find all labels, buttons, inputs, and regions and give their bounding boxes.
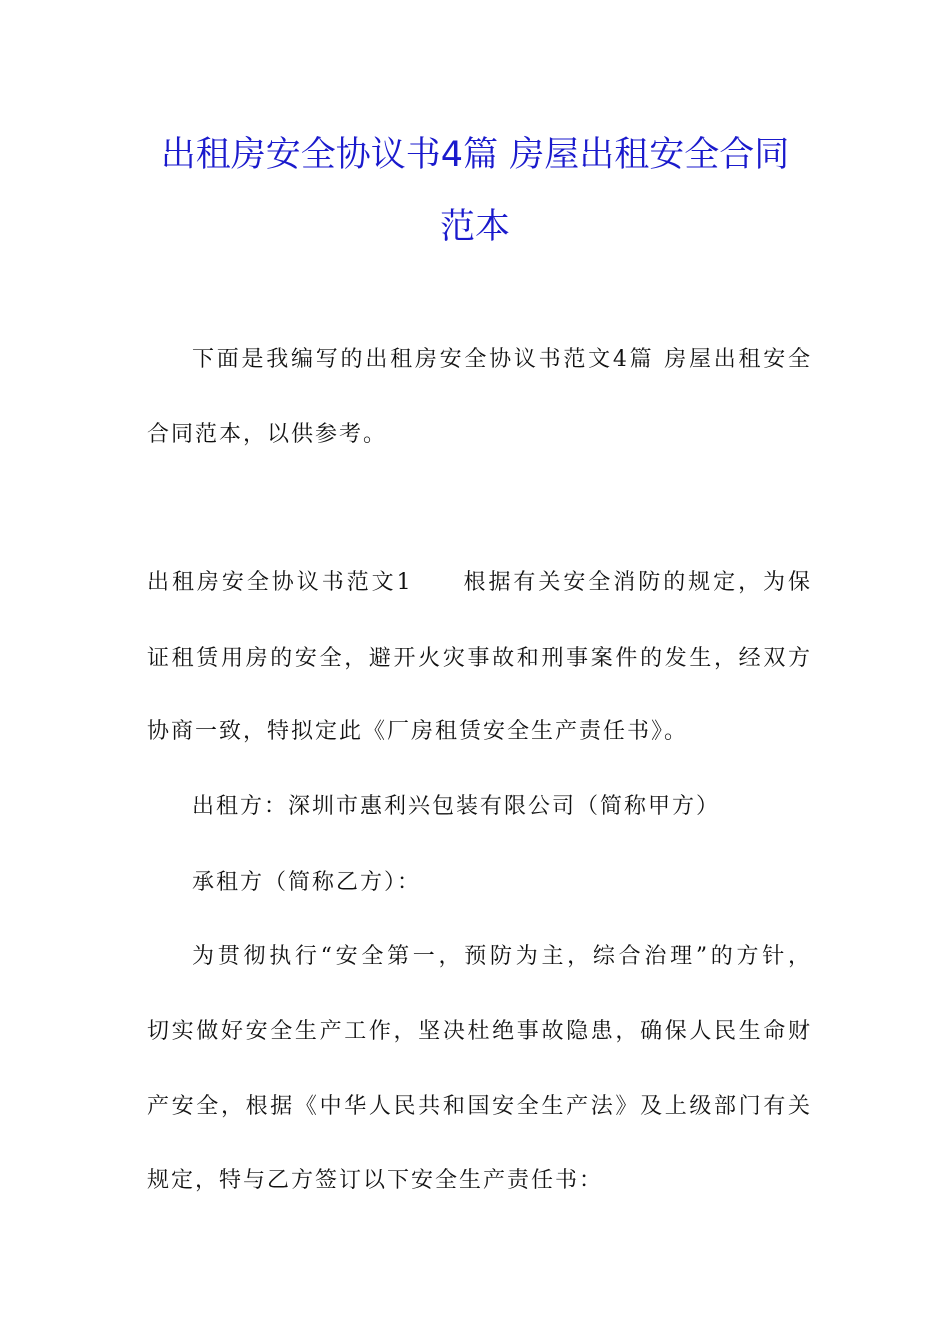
lessee-line: 承租方（简称乙方）： [192, 870, 422, 895]
section-1-line-2: 证租赁用房的安全，避开火灾事故和刑事案件的发生，经双方 [147, 646, 812, 671]
intro-line-2: 合同范本，以供参考。 [147, 422, 388, 447]
paragraph-line-2: 切实做好安全生产工作，坚决杜绝事故隐患，确保人民生命财 [147, 1019, 812, 1044]
paragraph-line-3: 产安全，根据《中华人民共和国安全生产法》及上级部门有关 [147, 1094, 812, 1119]
intro-line-1: 下面是我编写的出租房安全协议书范文4篇 房屋出租安全 [192, 347, 812, 372]
paragraph-line-4: 规定，特与乙方签订以下安全生产责任书： [147, 1168, 604, 1193]
document-title-line-1: 出租房安全协议书4篇 房屋出租安全合同 [160, 135, 790, 175]
section-1-line-1: 出租房安全协议书范文1 根据有关安全消防的规定，为保 [147, 570, 812, 595]
lessor-line: 出租方：深圳市惠利兴包装有限公司（简称甲方） [192, 794, 721, 819]
document-title-line-2: 范本 [439, 207, 510, 247]
section-1-line-3: 协商一致，特拟定此《厂房租赁安全生产责任书》。 [147, 719, 689, 744]
paragraph-line-1: 为贯彻执行“安全第一，预防为主，综合治理”的方针， [192, 944, 812, 969]
